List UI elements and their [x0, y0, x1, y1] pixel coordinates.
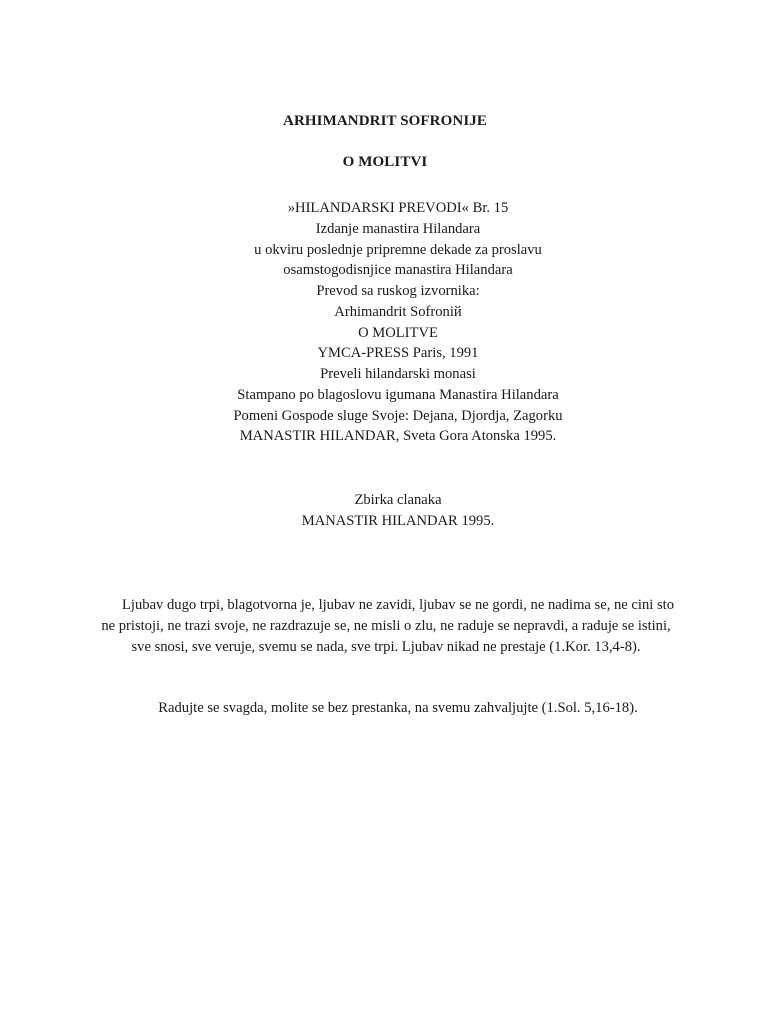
imprint-line: MANASTIR HILANDAR, Sveta Gora Atonska 1995.: [239, 428, 557, 445]
imprint-line: O MOLITVE: [358, 324, 438, 341]
imprint-line: Izdanje manastira Hilandara: [315, 220, 481, 237]
imprint-line: YMCA-PRESS Paris, 1991: [317, 345, 479, 362]
imprint-line: u okviru poslednje pripremne dekade za proslavu: [254, 241, 542, 258]
imprint-line: osamstogodisnjice manastira Hilandara: [283, 262, 513, 279]
collection-line: MANASTIR HILANDAR 1995.: [301, 512, 495, 529]
imprint-line: Prevod sa ruskog izvornika:: [316, 283, 480, 299]
epigraph-paragraph: [98, 595, 674, 657]
imprint-line: Stampano po blagoslovu igumana Manastira Hilandara: [237, 386, 559, 403]
author-heading: ARHIMANDRIT SOFRONIJE: [283, 113, 487, 129]
epigraph-paragraph: [98, 698, 674, 719]
imprint-line: Preveli hilandarski monasi: [320, 366, 476, 382]
epigraph-text: Radujte se svagda, molite se bez prestanka, na svemu zahvaljujte (1.Sol. 5,16-18).: [158, 700, 638, 716]
imprint-line: Pomeni Gospode sluge Svoje: Dejana, Djordja, Zagorku: [233, 407, 563, 424]
book-title: O MOLITVI: [342, 154, 428, 170]
collection-block: [0, 490, 768, 531]
imprint-line: »HILANDARSKI PREVODI« Br. 15: [287, 200, 509, 216]
collection-line: Zbirka clanaka: [354, 492, 442, 508]
epigraph-text: Ljubav dugo trpi, blagotvorna je, ljubav ne zavidi, ljubav se ne gordi, ne nadima se, ne cini sto ne pristoji, ne trazi svoje, ne razdrazuje se, ne misli o zlu, ne raduje se nepravdi, a raduje se istini, sve snosi, sve veruje, svemu se nada, sve trpi. Ljubav nikad ne prestaje (1.Kor. 13,4-8).: [101, 597, 674, 655]
imprint-block: [0, 198, 768, 447]
imprint-line: Arhimandrit Sofroniй: [334, 303, 462, 320]
